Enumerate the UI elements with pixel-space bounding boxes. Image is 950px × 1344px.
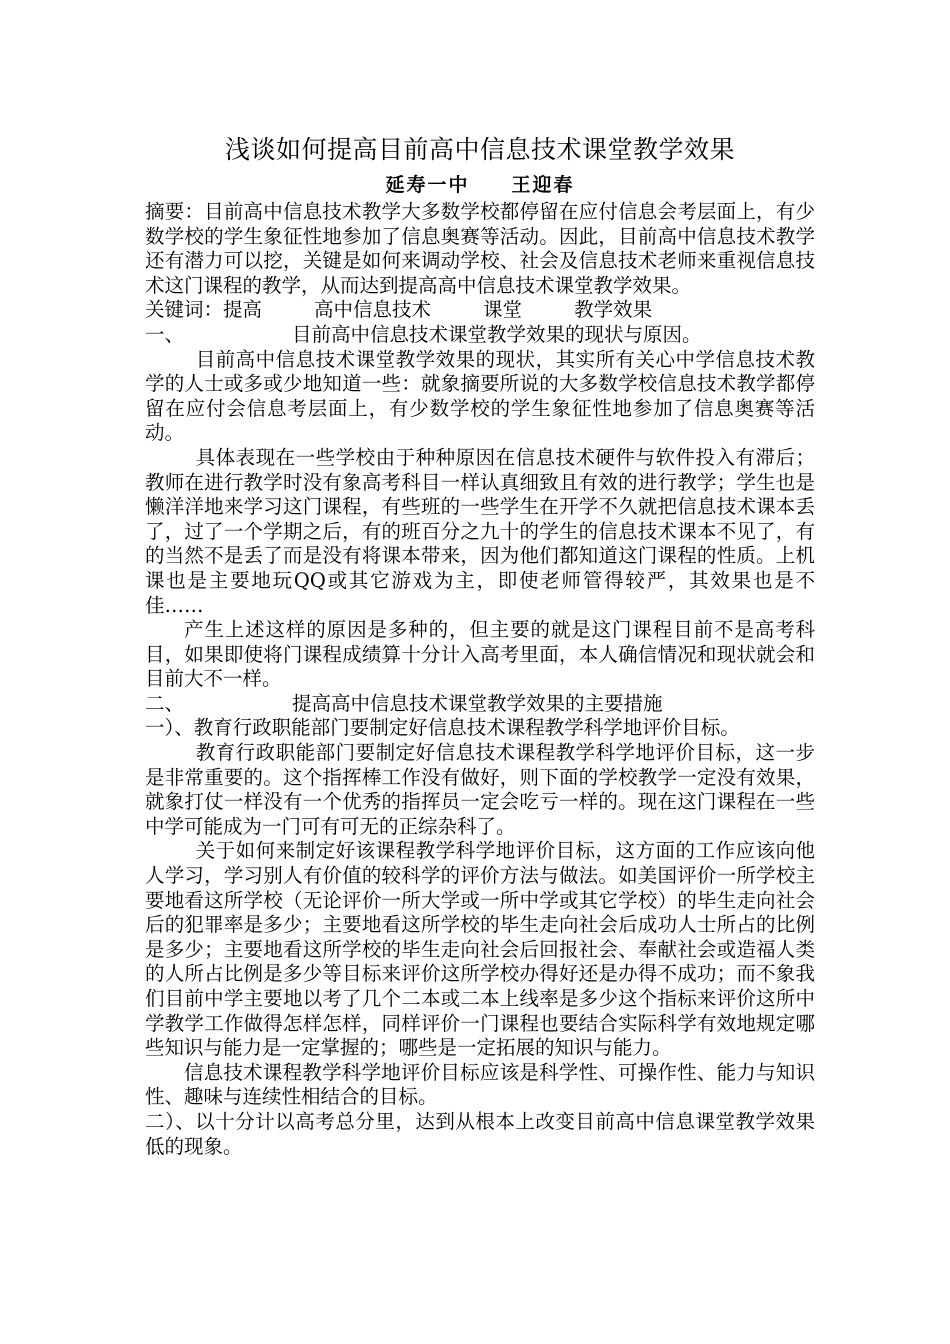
section1-number: 一、 [145,322,185,346]
subsection1-paragraph-3: 信息技术课程教学科学地评价目标应该是科学性、可操作性、能力与知识性、趣味与连续性相结合的目标。 [145,1060,815,1109]
section2-title: 提高高中信息技术课堂教学效果的主要措施 [292,691,663,715]
author-line [145,170,815,200]
section1-heading [145,323,815,348]
keywords-label: 关键词： [145,298,224,322]
keywords-line [145,298,815,323]
keyword-3: 课堂 [483,298,523,322]
abstract: 摘要：目前高中信息技术教学大多数学校都停留在应付信息会考层面上，有少数学校的学生象征性地参加了信息奥赛等活动。因此，目前高中信息技术教学还有潜力可以挖，关键是如何来调动学校、社会及信息技术老师来重视信息技术这门课程的教学，从而达到提高高中信息技术课堂教学效果。 [145,200,815,297]
subsection2-heading: 二）、以十分计以高考总分里，达到从根本上改变目前高中信息课堂教学效果低的现象。 [145,1109,815,1158]
document-title: 浅谈如何提高目前高中信息技术课堂教学效果 [224,135,735,164]
section2-heading [145,692,815,717]
section1-paragraph-1: 目前高中信息技术课堂教学效果的现状，其实所有关心中学信息技术教学的人士或多或少地知道一些：就象摘要所说的大多数学校信息技术教学都停留在应付会信息考层面上，有少数学校的学生象征性地参加了信息奥赛等活动。 [145,347,815,445]
section1-title: 目前高中信息技术课堂教学效果的现状与原因。 [292,322,702,346]
section2-number: 二、 [145,691,185,715]
subsection1-heading: 一）、教育行政职能部门要制定好信息技术课程教学科学地评价目标。 [145,716,740,740]
keyword-4: 教学效果 [574,298,653,322]
document-page [145,130,815,1159]
author-name: 王迎春 [511,174,575,196]
author-school: 延寿一中 [385,174,470,196]
subsection1-paragraph-1: 教育行政职能部门要制定好信息技术课程教学科学地评价目标，这一步是非常重要的。这个指挥棒工作没有做好，则下面的学校教学一定没有效果，就象打仗一样没有一个优秀的指挥员一定会吃亏一样的。现在这门课程在一些中学可能成为一门可有可无的正综杂科了。 [145,741,815,838]
keyword-1: 提高 [223,298,263,322]
keyword-2: 高中信息技术 [314,298,432,322]
section1-paragraph-2: 具体表现在一些学校由于种种原因在信息技术硬件与软件投入有滞后；教师在进行教学时没有象高考科目一样认真细致且有效的进行教学；学生也是懒洋洋地来学习这门课程，有些班的一些学生在开学不久就把信息技术课本丢了，过了一个学期之后，有的班百分之九十的学生的信息技术课本不见了，有的当然不是丢了而是没有将课本带来，因为他们都知道这门课程的性质。上机课也是主要地玩QQ或其它游戏为主，即使老师管得较严，其效果也是不佳…… [145,445,815,617]
section1-paragraph-3: 产生上述这样的原因是多种的，但主要的就是这门课程目前不是高考科目，如果即使将门课程成绩算十分计入高考里面，本人确信情况和现状就会和目前大不一样。 [145,618,815,691]
subsection1-paragraph-2: 关于如何来制定好该课程教学科学地评价目标，这方面的工作应该向他人学习，学习别人有价值的较科学的评价方法与做法。如美国评价一所学校主要地看这所学校（无论评价一所大学或一所中学或其它学校）的毕生走向社会后的犯罪率是多少；主要地看这所学校的毕生走向社会后成功人士所占的比例是多少；主要地看这所学校的毕生走向社会后回报社会、奉献社会或造福人类的人所占比例是多少等目标来评价这所学校办得好还是办得不成功；而不象我们目前中学主要地以考了几个二本或二本上线率是多少这个指标来评价这所中学教学工作做得怎样怎样，同样评价一门课程也要结合实际科学有效地规定哪些知识与能力是一定掌握的；哪些是一定拓展的知识与能力。 [145,839,815,1060]
